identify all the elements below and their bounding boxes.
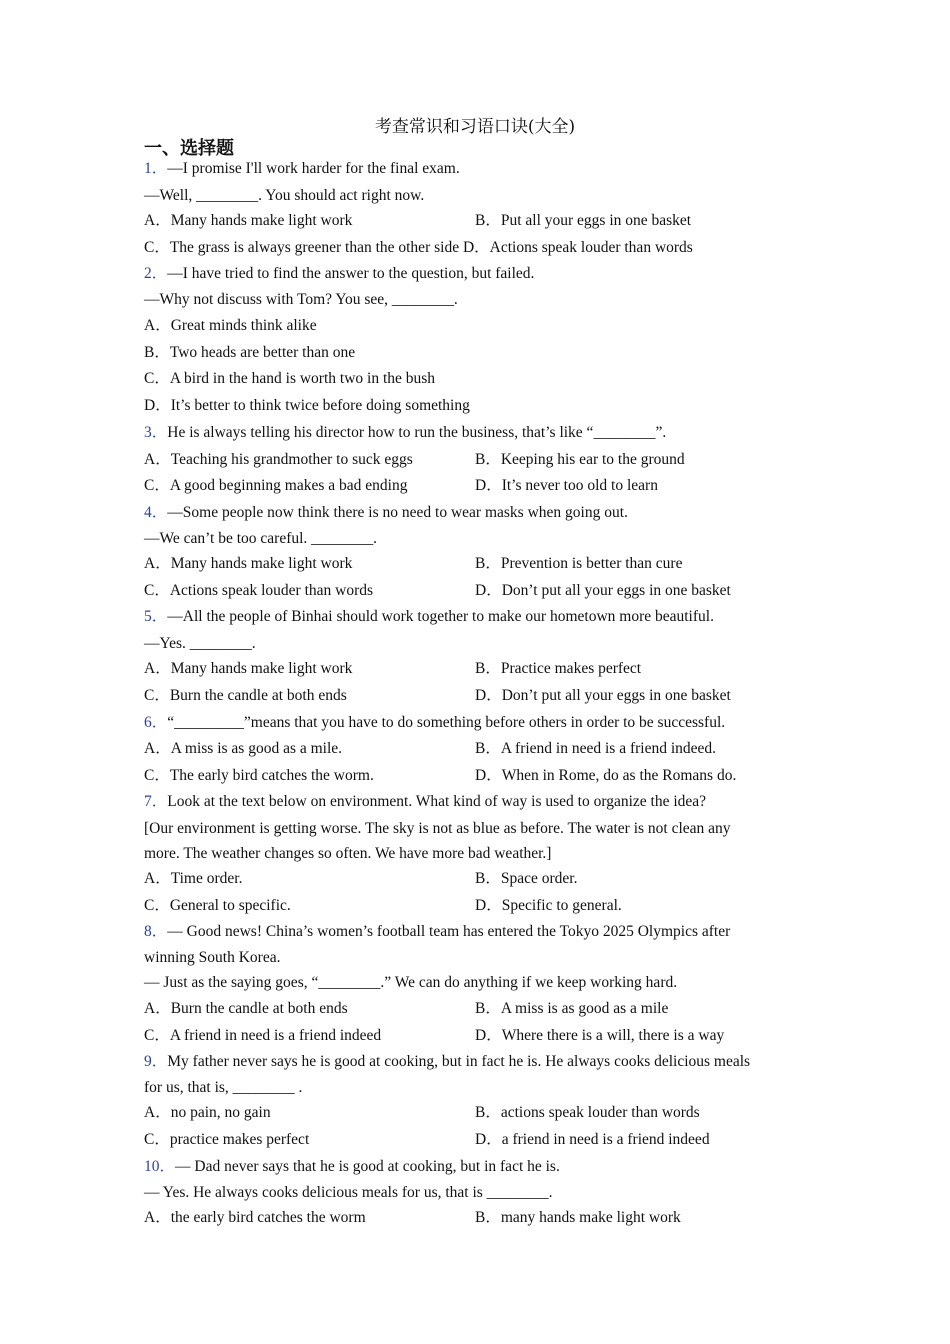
question-number: 4． xyxy=(144,504,168,521)
question-4-options-ab xyxy=(144,554,814,574)
question-2-stem: 2．—I have tried to find the answer to the question, but failed. xyxy=(144,265,535,282)
option-b[interactable]: B．Keeping his ear to the ground xyxy=(475,451,685,468)
option-c[interactable]: C．A friend in need is a friend indeed xyxy=(144,1027,382,1044)
option-a[interactable]: A．no pain, no gain xyxy=(144,1104,271,1121)
question-8-stem: 8．— Good news! China’s women’s football team has entered the Tokyo 2025 Olympics after xyxy=(144,923,731,940)
option-d[interactable]: D．It’s better to think twice before doing something xyxy=(144,397,470,414)
question-8-options-ab xyxy=(144,999,814,1019)
option-a[interactable]: A．A miss is as good as a mile. xyxy=(144,740,343,757)
option-d[interactable]: D．a friend in need is a friend indeed xyxy=(475,1131,710,1148)
question-1-stem: 1．—I promise I'll work harder for the final exam. xyxy=(144,160,460,177)
option-a[interactable]: A．Many hands make light work xyxy=(144,555,353,572)
question-3-options-ab xyxy=(144,450,814,470)
option-c[interactable]: C．General to specific. xyxy=(144,897,291,914)
option-d[interactable]: D．Where there is a will, there is a way xyxy=(475,1027,725,1044)
page-title: 考查常识和习语口诀(大全) xyxy=(374,117,576,137)
option-c[interactable]: C．The early bird catches the worm. xyxy=(144,767,374,784)
question-3-options-cd xyxy=(144,476,814,496)
question-4-stem: 4．—Some people now think there is no need to wear masks when going out. xyxy=(144,504,628,521)
option-d[interactable]: D．Actions speak louder than words xyxy=(462,239,693,256)
option-d[interactable]: D．When in Rome, do as the Romans do. xyxy=(475,767,737,784)
option-b[interactable]: B．Put all your eggs in one basket xyxy=(475,212,692,229)
option-b[interactable]: B．Two heads are better than one xyxy=(144,344,356,361)
question-7-stem: 7．Look at the text below on environment. What kind of way is used to organize the idea? xyxy=(144,793,707,810)
option-a[interactable]: A．the early bird catches the worm xyxy=(144,1209,366,1226)
question-6-options-cd xyxy=(144,766,814,786)
option-b[interactable]: B．Practice makes perfect xyxy=(475,660,642,677)
question-5-options-cd xyxy=(144,686,814,706)
question-number: 8． xyxy=(144,923,168,940)
question-number: 3． xyxy=(144,424,168,441)
question-5-stem: 5．—All the people of Binhai should work together to make our hometown more beautiful. xyxy=(144,608,714,625)
question-4-stem-line: —We can’t be too careful. ________. xyxy=(144,530,378,547)
question-8-options-cd xyxy=(144,1026,814,1046)
option-b[interactable]: B．A miss is as good as a mile xyxy=(475,1000,669,1017)
option-b[interactable]: B．Prevention is better than cure xyxy=(475,555,683,572)
option-b[interactable]: B．many hands make light work xyxy=(475,1209,681,1226)
question-number: 5． xyxy=(144,608,168,625)
question-9-options-cd xyxy=(144,1130,814,1150)
question-number: 10． xyxy=(144,1158,176,1175)
question-number: 9． xyxy=(144,1053,168,1070)
option-d[interactable]: D．Specific to general. xyxy=(475,897,622,914)
question-5-options-ab xyxy=(144,659,814,679)
question-5-stem-line: —Yes. ________. xyxy=(144,635,256,652)
question-2-stem-line: —Why not discuss with Tom? You see, ________. xyxy=(144,291,458,308)
option-a[interactable]: A．Burn the candle at both ends xyxy=(144,1000,348,1017)
question-number: 2． xyxy=(144,265,168,282)
option-c[interactable]: C．The grass is always greener than the other side xyxy=(144,239,460,256)
option-c[interactable]: C．A good beginning makes a bad ending xyxy=(144,477,408,494)
option-b[interactable]: B．A friend in need is a friend indeed. xyxy=(475,740,717,757)
question-9-options-ab xyxy=(144,1103,814,1123)
question-1-options-ab xyxy=(144,211,814,231)
option-b[interactable]: B．actions speak louder than words xyxy=(475,1104,700,1121)
question-9-stem-line: for us, that is, ________ . xyxy=(144,1079,303,1096)
option-a[interactable]: A．Great minds think alike xyxy=(144,317,317,334)
option-c[interactable]: C．Burn the candle at both ends xyxy=(144,687,347,704)
question-8-stem-line: winning South Korea. xyxy=(144,949,281,966)
option-c[interactable]: C．Actions speak louder than words xyxy=(144,582,374,599)
option-a[interactable]: A．Time order. xyxy=(144,870,243,887)
question-7-options-cd xyxy=(144,896,814,916)
option-a[interactable]: A．Many hands make light work xyxy=(144,212,353,229)
question-8-stem-line-2: — Just as the saying goes, “________.” We can do anything if we keep working hard. xyxy=(144,974,678,991)
question-6-stem: 6．“_________”means that you have to do something before others in order to be successful. xyxy=(144,714,726,731)
question-7-passage-line-2: more. The weather changes so often. We have more bad weather.] xyxy=(144,845,552,862)
question-10-stem-line: — Yes. He always cooks delicious meals for us, that is ________. xyxy=(144,1184,553,1201)
question-4-options-cd xyxy=(144,581,814,601)
question-10-options-ab xyxy=(144,1208,814,1228)
question-9-stem: 9．My father never says he is good at cooking, but in fact he is. He always cooks delicious meals xyxy=(144,1053,751,1070)
question-6-options-ab xyxy=(144,739,814,759)
option-b[interactable]: B．Space order. xyxy=(475,870,578,887)
question-number: 6． xyxy=(144,714,168,731)
question-number: 1． xyxy=(144,160,168,177)
question-1-stem-line: —Well, ________. You should act right now. xyxy=(144,187,425,204)
question-7-options-ab xyxy=(144,869,814,889)
option-a[interactable]: A．Many hands make light work xyxy=(144,660,353,677)
question-7-passage-line-1: [Our environment is getting worse. The sky is not as blue as before. The water is not clean any xyxy=(144,820,731,837)
option-a[interactable]: A．Teaching his grandmother to suck eggs xyxy=(144,451,413,468)
question-3-stem: 3．He is always telling his director how to run the business, that’s like “________”. xyxy=(144,424,667,441)
option-c[interactable]: C．practice makes perfect xyxy=(144,1131,310,1148)
option-c[interactable]: C．A bird in the hand is worth two in the bush xyxy=(144,370,436,387)
question-10-stem: 10．— Dad never says that he is good at cooking, but in fact he is. xyxy=(144,1158,560,1175)
option-d[interactable]: D．Don’t put all your eggs in one basket xyxy=(475,582,731,599)
question-number: 7． xyxy=(144,793,168,810)
option-d[interactable]: D．Don’t put all your eggs in one basket xyxy=(475,687,731,704)
question-1-options-cd xyxy=(144,238,814,258)
section-heading: 一、选择题 xyxy=(144,138,234,159)
option-d[interactable]: D．It’s never too old to learn xyxy=(475,477,658,494)
